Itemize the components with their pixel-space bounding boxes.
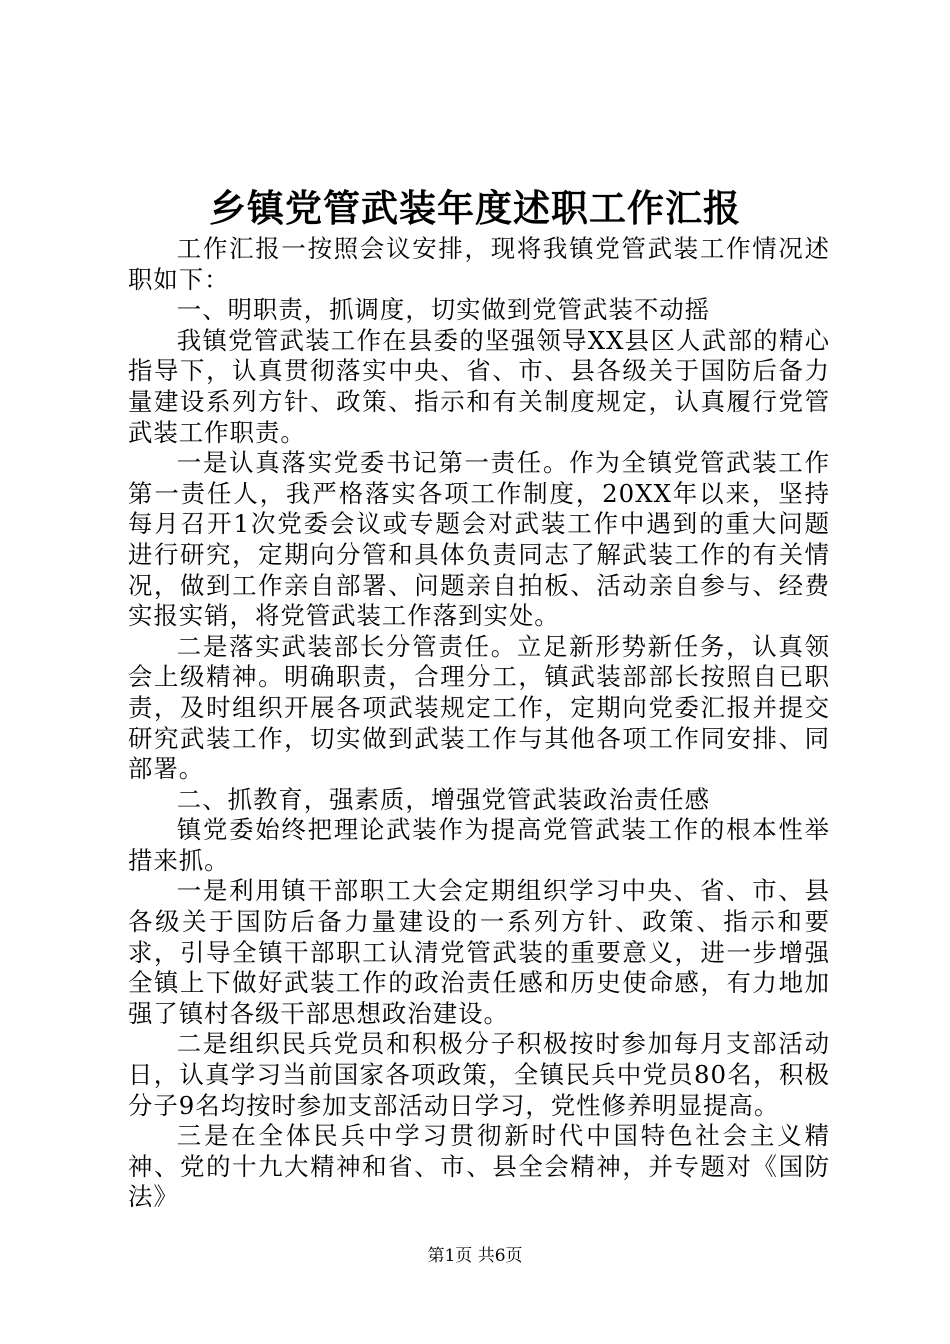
section-heading-2: 二、抓教育，强素质，增强党管武装政治责任感 [176,784,711,814]
paragraph: 一是利用镇干部职工大会定期组织学习中央、省、市、县各级关于国防后备力量建设的一系列方针、政策、指示和要求，引导全镇干部职工认清党管武装的重要意义，进一步增强全镇上下做好武装工作的政治责任感和历史使命感，有力地加强了镇村各级干部思想政治建设。 [128,876,830,1028]
document-title: 乡镇党管武装年度述职工作汇报 [209,186,741,230]
paragraph-intro: 工作汇报一按照会议安排，现将我镇党管武装工作情况述职如下： [128,234,830,294]
paragraph: 我镇党管武装工作在县委的坚强领导XX县区人武部的精心指导下，认真贯彻落实中央、省、市、县各级关于国防后备力量建设系列方针、政策、指示和有关制度规定，认真履行党管武装工作职责。 [128,325,830,447]
paragraph: 三是在全体民兵中学习贯彻新时代中国特色社会主义精神、党的十九大精神和省、市、县全会精神，并专题对《国防法》 [128,1121,830,1212]
paragraph: 镇党委始终把理论武装作为提高党管武装工作的根本性举措来抓。 [128,815,830,875]
paragraph: 二是组织民兵党员和积极分子积极按时参加每月支部活动日，认真学习当前国家各项政策，全镇民兵中党员80名，积极分子9名均按时参加支部活动日学习，党性修养明显提高。 [128,1029,830,1120]
page-footer: 第1页 共6页 [427,1246,523,1266]
paragraph: 二是落实武装部长分管责任。立足新形势新任务，认真领会上级精神。明确职责，合理分工，镇武装部部长按照自已职责，及时组织开展各项武装规定工作，定期向党委汇报并提交研究武装工作，切实做到武装工作与其他各项工作同安排、同部署。 [128,631,830,784]
section-heading-1: 一、明职责，抓调度，切实做到党管武装不动摇 [176,295,711,325]
paragraph: 一是认真落实党委书记第一责任。作为全镇党管武装工作第一责任人，我严格落实各项工作制度，20XX年以来，坚持每月召开1次党委会议或专题会对武装工作中遇到的重大问题进行研究，定期向分管和具体负责同志了解武装工作的有关情况，做到工作亲自部署、问题亲自拍板、活动亲自参与、经费实报实销，将党管武装工作落到实处。 [128,448,830,631]
document-body [128,234,830,1213]
